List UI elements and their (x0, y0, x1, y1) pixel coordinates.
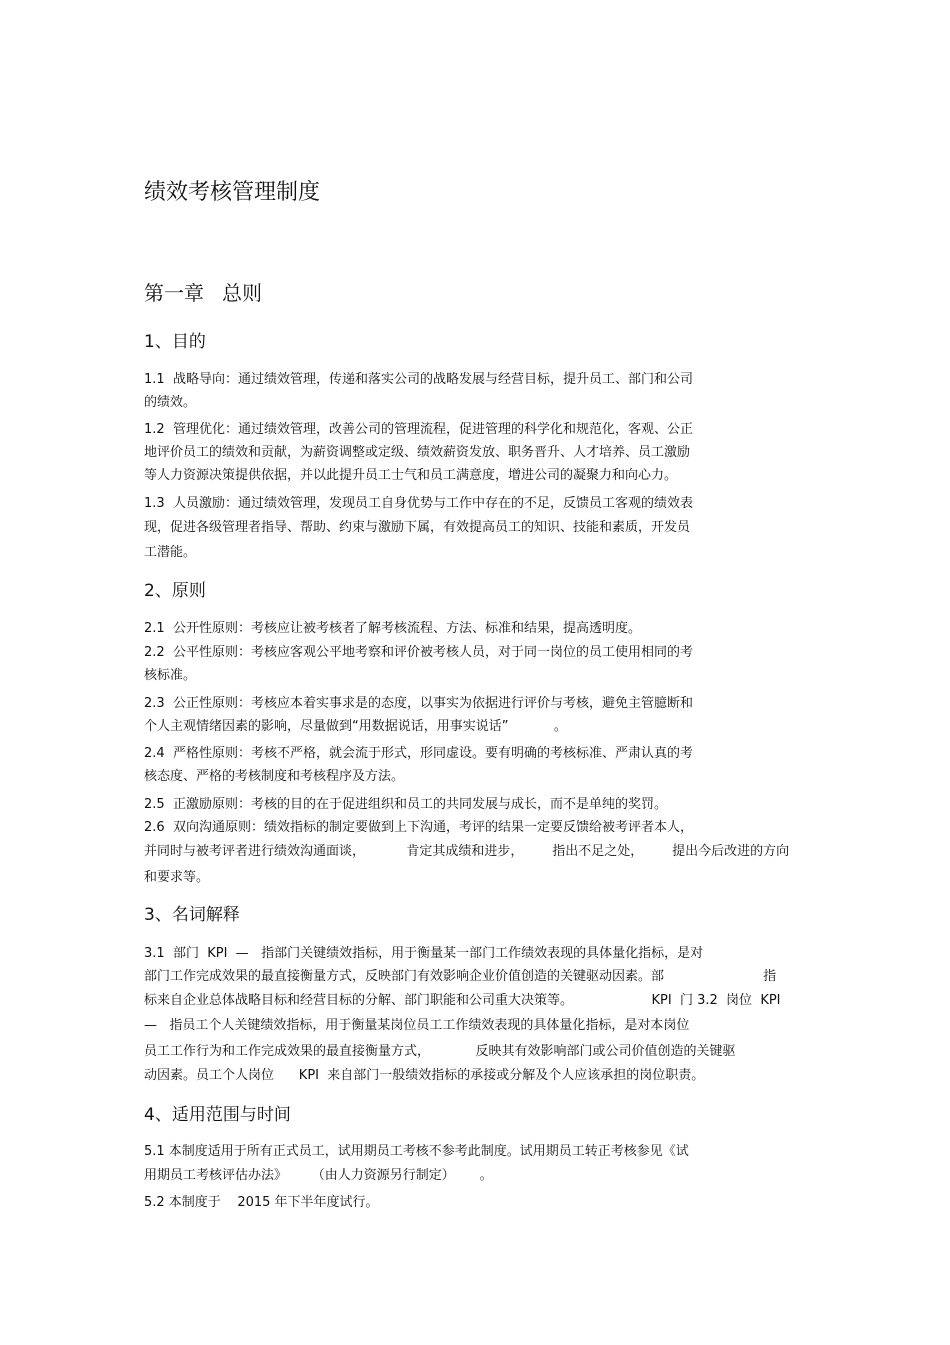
paragraph-line: 2.1 公开性原则：考核应让被考核者了解考核流程、方法、标准和结果，提高透明度。 (144, 621, 641, 636)
paragraph-line: 核标准。 (144, 668, 197, 683)
paragraph-line: 2.2 公平性原则：考核应客观公平地考察和评价被考核人员，对于同一岗位的员工使用相同的考 (144, 645, 693, 660)
paragraph-line: 2.5 正激励原则：考核的目的在于促进组织和员工的共同发展与成长，而不是单纯的奖罚。 (144, 797, 667, 812)
paragraph-line: 1.2 管理优化：通过绩效管理，改善公司的管理流程，促进管理的科学化和规范化，客观、公正 (144, 422, 693, 437)
paragraph-line: 员工工作行为和工作完成效果的最直接衡量方式， 反映其有效影响部门或公司价值创造的关键驱 (144, 1044, 736, 1059)
chapter-heading (144, 279, 262, 307)
paragraph-line: 5.2 本制度于 2015 年下半年度试行。 (144, 1195, 379, 1210)
chapter-name: 总则 (222, 281, 262, 305)
paragraph-line: 部门工作完成效果的最直接衡量方式，反映部门有效影响企业价值创造的关键驱动因素。部 指 (144, 969, 777, 984)
paragraph-line: 个人主观情绪因素的影响，尽量做到“用数据说话，用事实说话” 。 (144, 719, 567, 734)
paragraph-line: 2.6 双向沟通原则：绩效指标的制定要做到上下沟通，考评的结果一定要反馈给被考评者本人， (144, 820, 693, 835)
paragraph-line: 现，促进各级管理者指导、帮助、约束与激励下属，有效提高员工的知识、技能和素质，开发员 (144, 520, 691, 535)
section-heading-purpose: 1、目的 (144, 332, 206, 352)
paragraph-line: 5.1 本制度适用于所有正式员工，试用期员工考核不参考此制度。试用期员工转正考核参见《试 (144, 1144, 689, 1159)
paragraph-line: 的绩效。 (144, 395, 197, 410)
section-heading-definitions: 3、名词解释 (144, 905, 240, 925)
section-heading-scope: 4、适用范围与时间 (144, 1105, 291, 1125)
paragraph-line: 核态度、严格的考核制度和考核程序及方法。 (144, 769, 405, 784)
paragraph-line: 用期员工考核评估办法》 （由人力资源另行制定） 。 (144, 1168, 493, 1183)
paragraph-line: 2.3 公正性原则：考核应本着实事求是的态度，以事实为依据进行评价与考核，避免主管臆断和 (144, 696, 693, 711)
chapter-number: 第一章 (144, 281, 204, 305)
paragraph-line: 和要求等。 (144, 870, 210, 885)
paragraph-line: 地评价员工的绩效和贡献，为薪资调整或定级、绩效薪资发放、职务晋升、人才培养、员工激励 (144, 445, 691, 460)
paragraph-line: 并同时与被考评者进行绩效沟通面谈， 肯定其成绩和进步， 指出不足之处， 提出今后改进的方向 (144, 844, 790, 859)
paragraph-line: 3.1 部门 KPI — 指部门关键绩效指标，用于衡量某一部门工作绩效表现的具体量化指标，是对 (144, 946, 704, 961)
paragraph-line: 等人力资源决策提供依据，并以此提升员工士气和员工满意度，增进公司的凝聚力和向心力。 (144, 468, 678, 483)
paragraph-line: 1.1 战略导向：通过绩效管理，传递和落实公司的战略发展与经营目标，提升员工、部门和公司 (144, 372, 693, 387)
document-title: 绩效考核管理制度 (144, 180, 321, 205)
paragraph-line: 1.3 人员激励：通过绩效管理，发现员工自身优势与工作中存在的不足，反馈员工客观的绩效表 (144, 496, 693, 511)
paragraph-line: 标来自企业总体战略目标和经营目标的分解、部门职能和公司重大决策等。 KPI 门 3.2 岗位 KPI (144, 993, 781, 1008)
paragraph-line: 动因素。员工个人岗位 KPI 来自部门一般绩效指标的承接或分解及个人应该承担的岗位职责。 (144, 1068, 705, 1083)
paragraph-line: 2.4 严格性原则：考核不严格，就会流于形式，形同虚设。要有明确的考核标准、严肃认真的考 (144, 746, 693, 761)
paragraph-line: 工潜能。 (144, 545, 197, 560)
section-heading-principles: 2、原则 (144, 581, 206, 601)
paragraph-line: — 指员工个人关键绩效指标，用于衡量某岗位员工工作绩效表现的具体量化指标，是对本岗位 (144, 1018, 690, 1033)
